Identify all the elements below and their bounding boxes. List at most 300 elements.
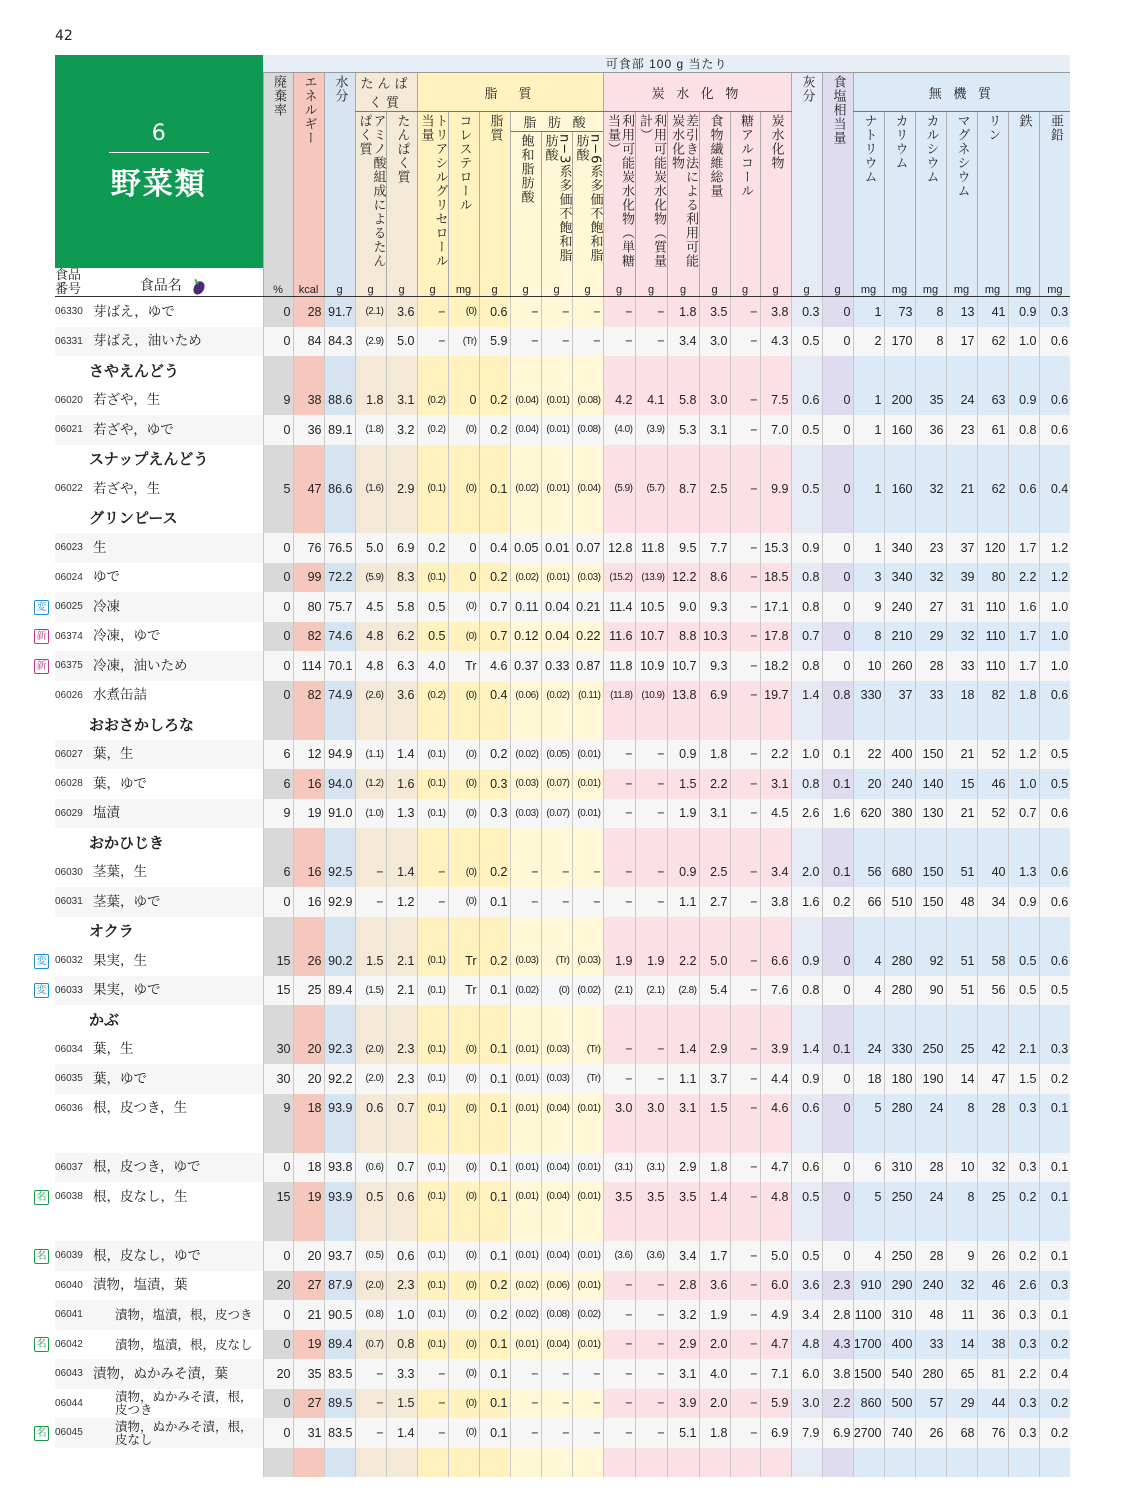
cell-polyol: − bbox=[730, 563, 760, 593]
cell-avail_mass: − bbox=[635, 769, 667, 799]
cell-aa_protein: − bbox=[355, 1389, 386, 1419]
cell-fat: 0.7 bbox=[479, 622, 510, 652]
cell-salt bbox=[822, 917, 853, 947]
cell-fe: 0.2 bbox=[1008, 1182, 1039, 1212]
cell-carb: 7.0 bbox=[760, 415, 791, 445]
cell-n3 bbox=[541, 1212, 572, 1242]
cell-fe: 1.2 bbox=[1008, 740, 1039, 770]
cell-k bbox=[884, 356, 915, 386]
group-name: おかひじき bbox=[89, 833, 165, 852]
cell-p bbox=[977, 1005, 1008, 1035]
cell-polyol: − bbox=[730, 386, 760, 416]
cell-fe: 0.8 bbox=[1008, 415, 1039, 445]
cell-polyol bbox=[730, 356, 760, 386]
status-badge: 名 bbox=[34, 1337, 49, 1352]
food-code bbox=[55, 917, 85, 947]
cell-avail_mono bbox=[603, 917, 635, 947]
cell-fe: 0.3 bbox=[1008, 1418, 1039, 1448]
cell-energy bbox=[293, 1212, 324, 1242]
cell-sfa: (0.03) bbox=[510, 769, 541, 799]
food-name: 芽ばえ，ゆで bbox=[93, 303, 175, 320]
cell-chol: (0) bbox=[448, 622, 479, 652]
header-label-avail_diff: 差引き法による利用可能炭水化物 bbox=[669, 114, 698, 268]
cell-avail_mass: − bbox=[635, 297, 667, 327]
header-k bbox=[884, 112, 915, 269]
food-name: 茎葉，ゆで bbox=[85, 887, 263, 917]
cell-na: 330 bbox=[853, 681, 884, 711]
group-row bbox=[55, 710, 1070, 740]
cell-ca: 28 bbox=[915, 651, 946, 681]
cell-ash: 0.8 bbox=[791, 769, 822, 799]
cell-ca: 32 bbox=[915, 563, 946, 593]
cell-n6: (0.01) bbox=[572, 1241, 603, 1271]
cell-n6: 0.22 bbox=[572, 622, 603, 652]
cell-refuse: 0 bbox=[263, 1153, 293, 1183]
cell-fe: 1.8 bbox=[1008, 681, 1039, 711]
cell-aa_protein: − bbox=[355, 1359, 386, 1389]
cell-tag bbox=[417, 917, 448, 947]
cell-energy: 36 bbox=[293, 415, 324, 445]
cell-avail_diff: * 3.4 bbox=[667, 327, 699, 357]
cell-water: 91.0 bbox=[324, 799, 355, 829]
cell-salt: 0 bbox=[822, 592, 853, 622]
cell-refuse bbox=[263, 356, 293, 386]
cell-tag bbox=[417, 504, 448, 534]
cell-sfa bbox=[510, 1005, 541, 1035]
cell-polyol bbox=[730, 1212, 760, 1242]
food-code bbox=[55, 828, 85, 858]
cell-chol: (0) bbox=[448, 1359, 479, 1389]
cell-salt: 1.6 bbox=[822, 799, 853, 829]
cell-chol: (0) bbox=[448, 1300, 479, 1330]
cell-na: 8 bbox=[853, 622, 884, 652]
cell-fat: 0.7 bbox=[479, 592, 510, 622]
unit-tag: g bbox=[417, 268, 448, 297]
cell-zn: 0.6 bbox=[1039, 858, 1070, 888]
cell-aa_protein: (0.7) bbox=[355, 1330, 386, 1360]
cell-avail_mono: − bbox=[603, 740, 635, 770]
cell-sfa: 0.05 bbox=[510, 533, 541, 563]
cell-chol: (0) bbox=[448, 1182, 479, 1212]
cell-water: 83.5 bbox=[324, 1418, 355, 1448]
cell-sfa bbox=[510, 356, 541, 386]
cell-tag: (0.1) bbox=[417, 740, 448, 770]
food-code: 06040 bbox=[55, 1279, 83, 1291]
cell-mg: 24 bbox=[946, 386, 977, 416]
cell-ca: 27 bbox=[915, 592, 946, 622]
cell-aa_protein bbox=[355, 1123, 386, 1153]
cell-refuse bbox=[263, 1005, 293, 1035]
cell-n6: − bbox=[572, 1389, 603, 1419]
group-name: スナップえんどう bbox=[89, 450, 209, 469]
food-code: 06021 bbox=[55, 415, 85, 445]
header-tag bbox=[417, 112, 448, 269]
cell-avail_diff: * 1.1 bbox=[667, 887, 699, 917]
cell-n3 bbox=[541, 917, 572, 947]
cell-chol bbox=[448, 1448, 479, 1478]
cell-na bbox=[853, 356, 884, 386]
cell-zn: 0.1 bbox=[1039, 1153, 1070, 1183]
table-row bbox=[55, 1389, 1070, 1419]
cell-avail_diff: * 2.9 bbox=[667, 1330, 699, 1360]
cell-refuse: 0 bbox=[263, 681, 293, 711]
cell-n6: − bbox=[572, 887, 603, 917]
cell-tag: − bbox=[417, 327, 448, 357]
cell-mg: 8 bbox=[946, 1182, 977, 1212]
cell-p: 80 bbox=[977, 563, 1008, 593]
cell-p: 34 bbox=[977, 887, 1008, 917]
cell-mg: 14 bbox=[946, 1064, 977, 1094]
cell-ca: 250 bbox=[915, 1035, 946, 1065]
cell-chol: (0) bbox=[448, 1271, 479, 1301]
cell-k bbox=[884, 1448, 915, 1478]
cell-fe: 0.3 bbox=[1008, 1094, 1039, 1124]
cell-avail_mass: − bbox=[635, 799, 667, 829]
cell-avail_diff: * 0.9 bbox=[667, 740, 699, 770]
food-code bbox=[55, 1212, 85, 1242]
table-row bbox=[55, 1359, 1070, 1389]
cell-energy: 80 bbox=[293, 592, 324, 622]
cell-ca: 8 bbox=[915, 327, 946, 357]
cell-aa_protein bbox=[355, 917, 386, 947]
cell-n6 bbox=[572, 445, 603, 475]
cell-n3: (0.02) bbox=[541, 681, 572, 711]
cell-polyol: − bbox=[730, 946, 760, 976]
table-row bbox=[55, 1271, 1070, 1301]
cell-fat: 0.1 bbox=[479, 887, 510, 917]
group-carb: 炭 水 化 物 bbox=[603, 73, 791, 112]
food-code: 06041 bbox=[55, 1300, 85, 1330]
cell-avail_mono: * 3.0 bbox=[603, 1094, 635, 1124]
cell-na: 56 bbox=[853, 858, 884, 888]
cell-carb: 17.8 bbox=[760, 622, 791, 652]
cell-ash: 0.5 bbox=[791, 327, 822, 357]
cell-mg: 21 bbox=[946, 474, 977, 504]
cell-aa_protein: 0.6 bbox=[355, 1094, 386, 1124]
cell-na: 4 bbox=[853, 1241, 884, 1271]
cell-sfa bbox=[510, 1448, 541, 1478]
cell-carb bbox=[760, 356, 791, 386]
cell-tag: (0.1) bbox=[417, 1300, 448, 1330]
cell-avail_diff: * 5.3 bbox=[667, 415, 699, 445]
cell-fiber: 9.3 bbox=[699, 592, 730, 622]
cell-fiber: 1.5 bbox=[699, 1094, 730, 1124]
cell-refuse bbox=[263, 445, 293, 475]
header-label-polyol: 糖アルコール bbox=[738, 114, 753, 198]
cell-polyol: − bbox=[730, 1389, 760, 1419]
cell-mg: 37 bbox=[946, 533, 977, 563]
cell-n6: (0.01) bbox=[572, 740, 603, 770]
cell-p bbox=[977, 504, 1008, 534]
cell-refuse bbox=[263, 504, 293, 534]
cell-aa_protein: 1.5 bbox=[355, 946, 386, 976]
cell-refuse: 0 bbox=[263, 1300, 293, 1330]
cell-protein: 3.6 bbox=[386, 297, 417, 327]
food-name: 根，皮なし，生 bbox=[93, 1188, 188, 1205]
cell-fat bbox=[479, 1212, 510, 1242]
cell-chol: (0) bbox=[448, 887, 479, 917]
cell-mg: 68 bbox=[946, 1418, 977, 1448]
cell-avail_diff: * 1.8 bbox=[667, 297, 699, 327]
cell-polyol bbox=[730, 504, 760, 534]
cell-zn: 0.5 bbox=[1039, 769, 1070, 799]
spacer-row bbox=[55, 1448, 1070, 1478]
cell-refuse: 0 bbox=[263, 297, 293, 327]
cell-ash: 3.4 bbox=[791, 1300, 822, 1330]
cell-fiber: 3.0 bbox=[699, 327, 730, 357]
cell-water bbox=[324, 828, 355, 858]
cell-avail_mass: − bbox=[635, 1418, 667, 1448]
food-code: 06031 bbox=[55, 887, 85, 917]
cell-mg bbox=[946, 1448, 977, 1478]
cell-avail_diff: * 3.1 bbox=[667, 1359, 699, 1389]
cell-salt: 0 bbox=[822, 327, 853, 357]
cell-refuse: 0 bbox=[263, 1418, 293, 1448]
cell-na: 18 bbox=[853, 1064, 884, 1094]
cell-p: 52 bbox=[977, 740, 1008, 770]
cell-fiber: 3.5 bbox=[699, 297, 730, 327]
cell-fiber: 7.7 bbox=[699, 533, 730, 563]
cell-avail_mono: 1.9 bbox=[603, 946, 635, 976]
cell-na: 5 bbox=[853, 1182, 884, 1212]
cell-na: 9 bbox=[853, 592, 884, 622]
cell-avail_mono: * 11.8 bbox=[603, 651, 635, 681]
cell-n3: − bbox=[541, 1359, 572, 1389]
table-row bbox=[55, 386, 1070, 416]
cell-refuse: 0 bbox=[263, 533, 293, 563]
cell-na bbox=[853, 1448, 884, 1478]
cell-carb: 17.1 bbox=[760, 592, 791, 622]
cell-fe bbox=[1008, 504, 1039, 534]
cell-protein: 5.0 bbox=[386, 327, 417, 357]
group-name: オクラ bbox=[89, 922, 134, 941]
cell-na: 860 bbox=[853, 1389, 884, 1419]
cell-salt bbox=[822, 710, 853, 740]
cell-aa_protein: − bbox=[355, 887, 386, 917]
cell-salt: 2.8 bbox=[822, 1300, 853, 1330]
header-water bbox=[324, 73, 355, 269]
food-name: 冷凍，ゆで bbox=[93, 628, 161, 645]
cell-fat bbox=[479, 710, 510, 740]
name-label bbox=[85, 268, 263, 297]
cell-mg bbox=[946, 710, 977, 740]
nutrition-table-wrap bbox=[55, 55, 1070, 1477]
cell-mg: 15 bbox=[946, 769, 977, 799]
cell-chol: (0) bbox=[448, 858, 479, 888]
food-code: 06374 bbox=[55, 630, 83, 642]
cell-n3: − bbox=[541, 297, 572, 327]
cell-salt bbox=[822, 828, 853, 858]
cell-zn: 0.5 bbox=[1039, 740, 1070, 770]
cell-water: 84.3 bbox=[324, 327, 355, 357]
cell-n3: − bbox=[541, 1418, 572, 1448]
cell-avail_mono: * (3.1) bbox=[603, 1153, 635, 1183]
cell-aa_protein bbox=[355, 710, 386, 740]
cell-carb: 6.9 bbox=[760, 1418, 791, 1448]
cell-avail_mass: (3.6) bbox=[635, 1241, 667, 1271]
cell-water: 93.7 bbox=[324, 1241, 355, 1271]
food-code: 06027 bbox=[55, 740, 85, 770]
cell-energy bbox=[293, 917, 324, 947]
cell-aa_protein: (2.9) bbox=[355, 327, 386, 357]
cell-n3: (0.01) bbox=[541, 415, 572, 445]
food-code: 06023 bbox=[55, 533, 85, 563]
cell-mg: 23 bbox=[946, 415, 977, 445]
cell-fiber bbox=[699, 917, 730, 947]
cell-tag: (0.1) bbox=[417, 1153, 448, 1183]
cell-carb: 4.9 bbox=[760, 1300, 791, 1330]
cell-na: 1500 bbox=[853, 1359, 884, 1389]
cell-chol: (0) bbox=[448, 1064, 479, 1094]
cell-protein bbox=[386, 1123, 417, 1153]
cell-n3: (0.05) bbox=[541, 740, 572, 770]
cell-protein: 0.7 bbox=[386, 1094, 417, 1124]
cell-carb bbox=[760, 1212, 791, 1242]
cell-n6: (0.01) bbox=[572, 799, 603, 829]
cell-p bbox=[977, 1212, 1008, 1242]
cell-mg: 51 bbox=[946, 946, 977, 976]
cell-avail_mono bbox=[603, 828, 635, 858]
food-name: 葉，生 bbox=[85, 740, 263, 770]
cell-zn: 0.2 bbox=[1039, 1389, 1070, 1419]
cell-avail_diff: * 13.8 bbox=[667, 681, 699, 711]
cell-aa_protein: (2.0) bbox=[355, 1064, 386, 1094]
cell-avail_mass: 4.1 bbox=[635, 386, 667, 416]
food-code: 06032 bbox=[55, 955, 83, 967]
cell-ca: 35 bbox=[915, 386, 946, 416]
cell-n3: (0.06) bbox=[541, 1271, 572, 1301]
cell-chol: 0 bbox=[448, 563, 479, 593]
cell-fat: 0.2 bbox=[479, 1300, 510, 1330]
cell-protein: 3.3 bbox=[386, 1359, 417, 1389]
cell-protein: 2.3 bbox=[386, 1035, 417, 1065]
cell-protein: 6.2 bbox=[386, 622, 417, 652]
food-code: 06043 bbox=[55, 1359, 85, 1389]
cell-ash: 0.6 bbox=[791, 1153, 822, 1183]
cell-ca: 92 bbox=[915, 946, 946, 976]
cell-p: 40 bbox=[977, 858, 1008, 888]
cell-polyol: − bbox=[730, 533, 760, 563]
cell-mg: 18 bbox=[946, 681, 977, 711]
cell-n6: (0.08) bbox=[572, 415, 603, 445]
cell-mg: 21 bbox=[946, 799, 977, 829]
cell-sfa: (0.02) bbox=[510, 474, 541, 504]
cell-tag: (0.1) bbox=[417, 563, 448, 593]
cell-energy bbox=[293, 1123, 324, 1153]
cell-avail_mass: (10.9) bbox=[635, 681, 667, 711]
cell-sfa: − bbox=[510, 1359, 541, 1389]
cell-protein: 3.6 bbox=[386, 681, 417, 711]
cell-ca bbox=[915, 917, 946, 947]
cell-k: 240 bbox=[884, 769, 915, 799]
cell-refuse bbox=[263, 1123, 293, 1153]
header-ash bbox=[791, 73, 822, 269]
cell-fiber: 3.1 bbox=[699, 799, 730, 829]
cell-ash: 0.5 bbox=[791, 1241, 822, 1271]
cell-n6: (0.01) bbox=[572, 769, 603, 799]
cell-chol: (0) bbox=[448, 799, 479, 829]
fatty-acid-subheaders bbox=[511, 132, 603, 268]
cell-avail_diff bbox=[667, 1448, 699, 1478]
cell-aa_protein bbox=[355, 504, 386, 534]
cell-aa_protein: (1.1) bbox=[355, 740, 386, 770]
cell-fat: 0.2 bbox=[479, 740, 510, 770]
cell-carb bbox=[760, 1123, 791, 1153]
cell-k: 240 bbox=[884, 592, 915, 622]
unit-avail_diff: g bbox=[667, 268, 699, 297]
unit-fe: mg bbox=[1008, 268, 1039, 297]
cell-tag bbox=[417, 1005, 448, 1035]
cell-na: 910 bbox=[853, 1271, 884, 1301]
cell-salt bbox=[822, 1005, 853, 1035]
food-name: 若ざや，生 bbox=[93, 392, 161, 409]
cell-na: 1 bbox=[853, 474, 884, 504]
header-carb bbox=[760, 112, 791, 269]
cell-protein bbox=[386, 356, 417, 386]
cell-na bbox=[853, 1123, 884, 1153]
cell-p bbox=[977, 445, 1008, 475]
nutrition-table bbox=[55, 55, 1070, 1477]
cell-salt: 0 bbox=[822, 1182, 853, 1212]
cell-n6: (0.01) bbox=[572, 1153, 603, 1183]
cell-protein: 2.1 bbox=[386, 976, 417, 1006]
cell-water: 94.9 bbox=[324, 740, 355, 770]
cell-p: 110 bbox=[977, 651, 1008, 681]
cell-zn: 0.6 bbox=[1039, 946, 1070, 976]
cell-protein bbox=[386, 710, 417, 740]
cell-energy: 38 bbox=[293, 386, 324, 416]
cell-sfa: (0.06) bbox=[510, 681, 541, 711]
cell-protein: 0.6 bbox=[386, 1241, 417, 1271]
cell-ash: 7.9 bbox=[791, 1418, 822, 1448]
cell-fiber bbox=[699, 445, 730, 475]
cell-protein: 2.3 bbox=[386, 1064, 417, 1094]
cell-ca bbox=[915, 710, 946, 740]
table-row bbox=[55, 1330, 1070, 1360]
cell-avail_mono bbox=[603, 1448, 635, 1478]
cell-n6 bbox=[572, 1448, 603, 1478]
cell-ash: 3.6 bbox=[791, 1271, 822, 1301]
cell-mg: 65 bbox=[946, 1359, 977, 1389]
cell-water: 89.1 bbox=[324, 415, 355, 445]
food-code bbox=[55, 1448, 85, 1478]
cell-tag: − bbox=[417, 1389, 448, 1419]
cell-water bbox=[324, 710, 355, 740]
cell-fat bbox=[479, 1123, 510, 1153]
cell-fat: 0.4 bbox=[479, 681, 510, 711]
cell-fat: 0.2 bbox=[479, 415, 510, 445]
cell-mg: 31 bbox=[946, 592, 977, 622]
cell-p: 28 bbox=[977, 1094, 1008, 1124]
cell-carb: 6.0 bbox=[760, 1271, 791, 1301]
cell-ash: 1.4 bbox=[791, 1035, 822, 1065]
food-name: 果実，生 bbox=[93, 952, 147, 969]
cell-salt: 0 bbox=[822, 946, 853, 976]
cell-salt: 0 bbox=[822, 976, 853, 1006]
cell-na: 1 bbox=[853, 533, 884, 563]
cell-energy: 19 bbox=[293, 1182, 324, 1212]
cell-ca: 36 bbox=[915, 415, 946, 445]
cell-mg: 25 bbox=[946, 1035, 977, 1065]
group-row bbox=[55, 504, 1070, 534]
cell-zn bbox=[1039, 917, 1070, 947]
cell-avail_diff: 9.0 bbox=[667, 592, 699, 622]
group-name: グリンピース bbox=[89, 509, 178, 528]
cell-protein bbox=[386, 1448, 417, 1478]
cell-water: 74.6 bbox=[324, 622, 355, 652]
cell-p bbox=[977, 917, 1008, 947]
cell-tag: (0.1) bbox=[417, 1330, 448, 1360]
